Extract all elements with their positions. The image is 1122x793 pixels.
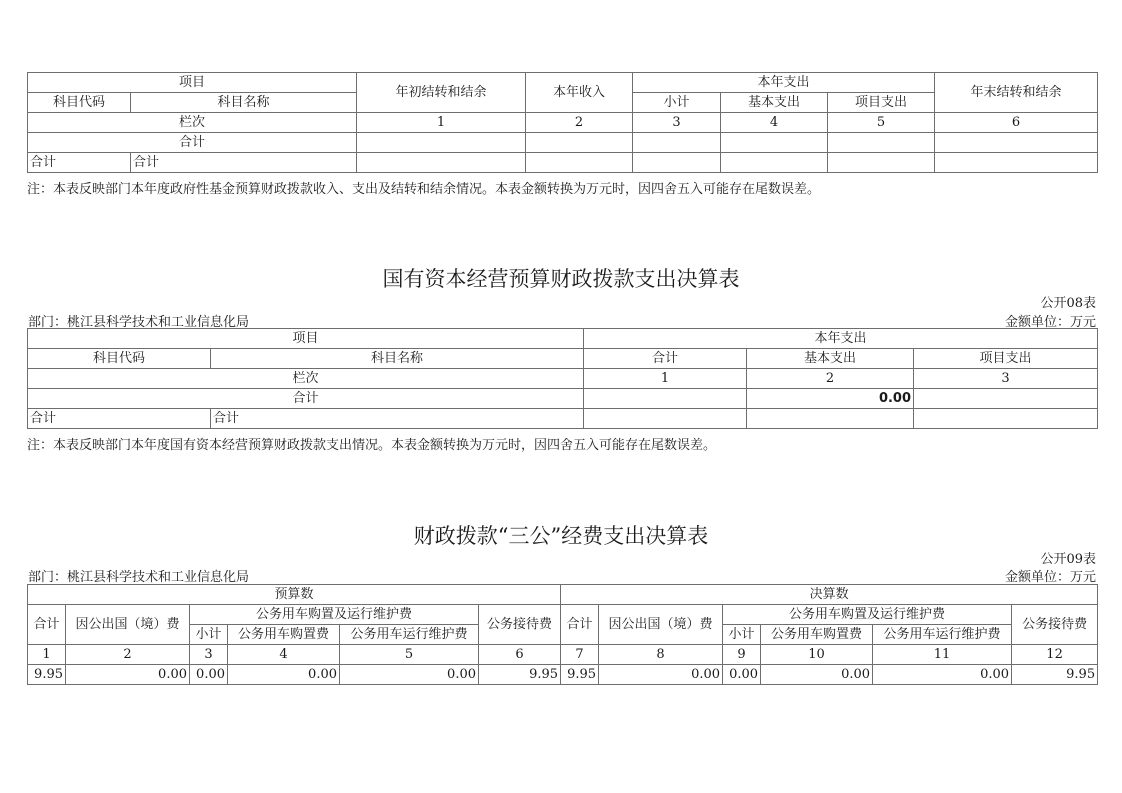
state-capital-table (27, 328, 1098, 429)
fund-budget-table (27, 72, 1098, 173)
row-label-total: 合计 (28, 389, 584, 409)
col-number: 6 (935, 113, 1098, 133)
col-number: 3 (190, 645, 228, 665)
cell (935, 133, 1098, 153)
value-cell: 9.95 (561, 665, 599, 685)
page-title: 国有资本经营预算财政拨款支出决算表 (382, 267, 740, 291)
col-number: 6 (479, 645, 561, 665)
cell (584, 409, 747, 429)
cell (828, 153, 935, 173)
total-name: 合计 (211, 409, 584, 429)
header-total: 合计 (561, 605, 599, 645)
header-item: 项目 (28, 73, 357, 93)
department-label: 部门：桃江县科学技术和工业信息化局 (28, 315, 250, 330)
table-row (28, 113, 1098, 133)
cell (526, 153, 633, 173)
cell (584, 389, 747, 409)
cell (633, 133, 721, 153)
col-number: 1 (584, 369, 747, 389)
col-number: 10 (761, 645, 873, 665)
col-number: 4 (721, 113, 828, 133)
value-cell: 0.00 (190, 665, 228, 685)
value-cell: 0.00 (873, 665, 1012, 685)
header-expenditure: 本年支出 (584, 329, 1098, 349)
col-number: 2 (526, 113, 633, 133)
table-row (28, 665, 1098, 685)
table-note: 注：本表反映部门本年度政府性基金预算财政拨款收入、支出及结转和结余情况。本表金额转换为万元时，因四舍五入可能存在尾数误差。 (27, 182, 821, 197)
col-number: 5 (828, 113, 935, 133)
page-title: 财政拨款“三公”经费支出决算表 (413, 524, 709, 548)
row-label-total: 合计 (28, 133, 357, 153)
cell (633, 153, 721, 173)
table-row (28, 409, 1098, 429)
header-final: 决算数 (561, 585, 1098, 605)
col-number: 11 (873, 645, 1012, 665)
value-cell: 9.95 (28, 665, 66, 685)
header-vehicle: 公务用车购置及运行维护费 (723, 605, 1012, 625)
col-number: 5 (340, 645, 479, 665)
header-basic: 基本支出 (747, 349, 914, 369)
table-row (28, 133, 1098, 153)
table-row (28, 645, 1098, 665)
col-number: 3 (914, 369, 1098, 389)
col-number: 2 (747, 369, 914, 389)
header-reception: 公务接待费 (1012, 605, 1098, 645)
header-expenditure: 本年支出 (633, 73, 935, 93)
value-cell: 0.00 (599, 665, 723, 685)
header-begin-balance: 年初结转和结余 (357, 73, 526, 113)
three-public-expenses-table (27, 584, 1098, 685)
header-project: 项目支出 (914, 349, 1098, 369)
unit-label: 金额单位：万元 (1004, 315, 1096, 330)
cell (721, 133, 828, 153)
table-row (28, 369, 1098, 389)
col-number: 8 (599, 645, 723, 665)
table-row (28, 389, 1098, 409)
total-code: 合计 (28, 153, 131, 173)
cell (721, 153, 828, 173)
row-label-lanci: 栏次 (28, 113, 357, 133)
col-number: 1 (28, 645, 66, 665)
col-number: 4 (228, 645, 340, 665)
row-label-lanci: 栏次 (28, 369, 584, 389)
header-item: 项目 (28, 329, 584, 349)
cell (357, 133, 526, 153)
col-number: 7 (561, 645, 599, 665)
col-number: 9 (723, 645, 761, 665)
total-name: 合计 (131, 153, 357, 173)
col-number: 2 (66, 645, 190, 665)
header-reception: 公务接待费 (479, 605, 561, 645)
header-code: 科目代码 (28, 93, 131, 113)
value-cell: 0.00 (723, 665, 761, 685)
header-vehicle: 公务用车购置及运行维护费 (190, 605, 479, 625)
header-abroad: 因公出国（境）费 (599, 605, 723, 645)
header-vehicle-operation: 公务用车运行维护费 (340, 625, 479, 645)
header-total: 合计 (28, 605, 66, 645)
header-code: 科目代码 (28, 349, 211, 369)
header-basic: 基本支出 (721, 93, 828, 113)
cell (935, 153, 1098, 173)
total-basic-value: 0.00 (747, 389, 914, 409)
header-name: 科目名称 (131, 93, 357, 113)
department-label: 部门：桃江县科学技术和工业信息化局 (28, 570, 250, 585)
col-number: 12 (1012, 645, 1098, 665)
cell (914, 409, 1098, 429)
col-number: 3 (633, 113, 721, 133)
table-row (28, 153, 1098, 173)
unit-label: 金额单位：万元 (1004, 570, 1096, 585)
cell (828, 133, 935, 153)
value-cell: 9.95 (1012, 665, 1098, 685)
header-abroad: 因公出国（境）费 (66, 605, 190, 645)
form-number: 公开08表 (1040, 296, 1096, 311)
header-total: 合计 (584, 349, 747, 369)
header-subtotal: 小计 (633, 93, 721, 113)
header-subtotal: 小计 (190, 625, 228, 645)
value-cell: 0.00 (761, 665, 873, 685)
form-number: 公开09表 (1040, 552, 1096, 567)
value-cell: 0.00 (340, 665, 479, 685)
value-cell: 9.95 (479, 665, 561, 685)
header-subtotal: 小计 (723, 625, 761, 645)
total-code: 合计 (28, 409, 211, 429)
cell (526, 133, 633, 153)
col-number: 1 (357, 113, 526, 133)
header-end-balance: 年末结转和结余 (935, 73, 1098, 113)
header-income: 本年收入 (526, 73, 633, 113)
header-project: 项目支出 (828, 93, 935, 113)
header-vehicle-purchase: 公务用车购置费 (761, 625, 873, 645)
cell (747, 409, 914, 429)
value-cell: 0.00 (228, 665, 340, 685)
header-vehicle-operation: 公务用车运行维护费 (873, 625, 1012, 645)
cell (914, 389, 1098, 409)
value-cell: 0.00 (66, 665, 190, 685)
header-vehicle-purchase: 公务用车购置费 (228, 625, 340, 645)
table-note: 注：本表反映部门本年度国有资本经营预算财政拨款支出情况。本表金额转换为万元时，因四舍五入可能存在尾数误差。 (27, 438, 717, 453)
cell (357, 153, 526, 173)
header-budget: 预算数 (28, 585, 561, 605)
header-name: 科目名称 (211, 349, 584, 369)
